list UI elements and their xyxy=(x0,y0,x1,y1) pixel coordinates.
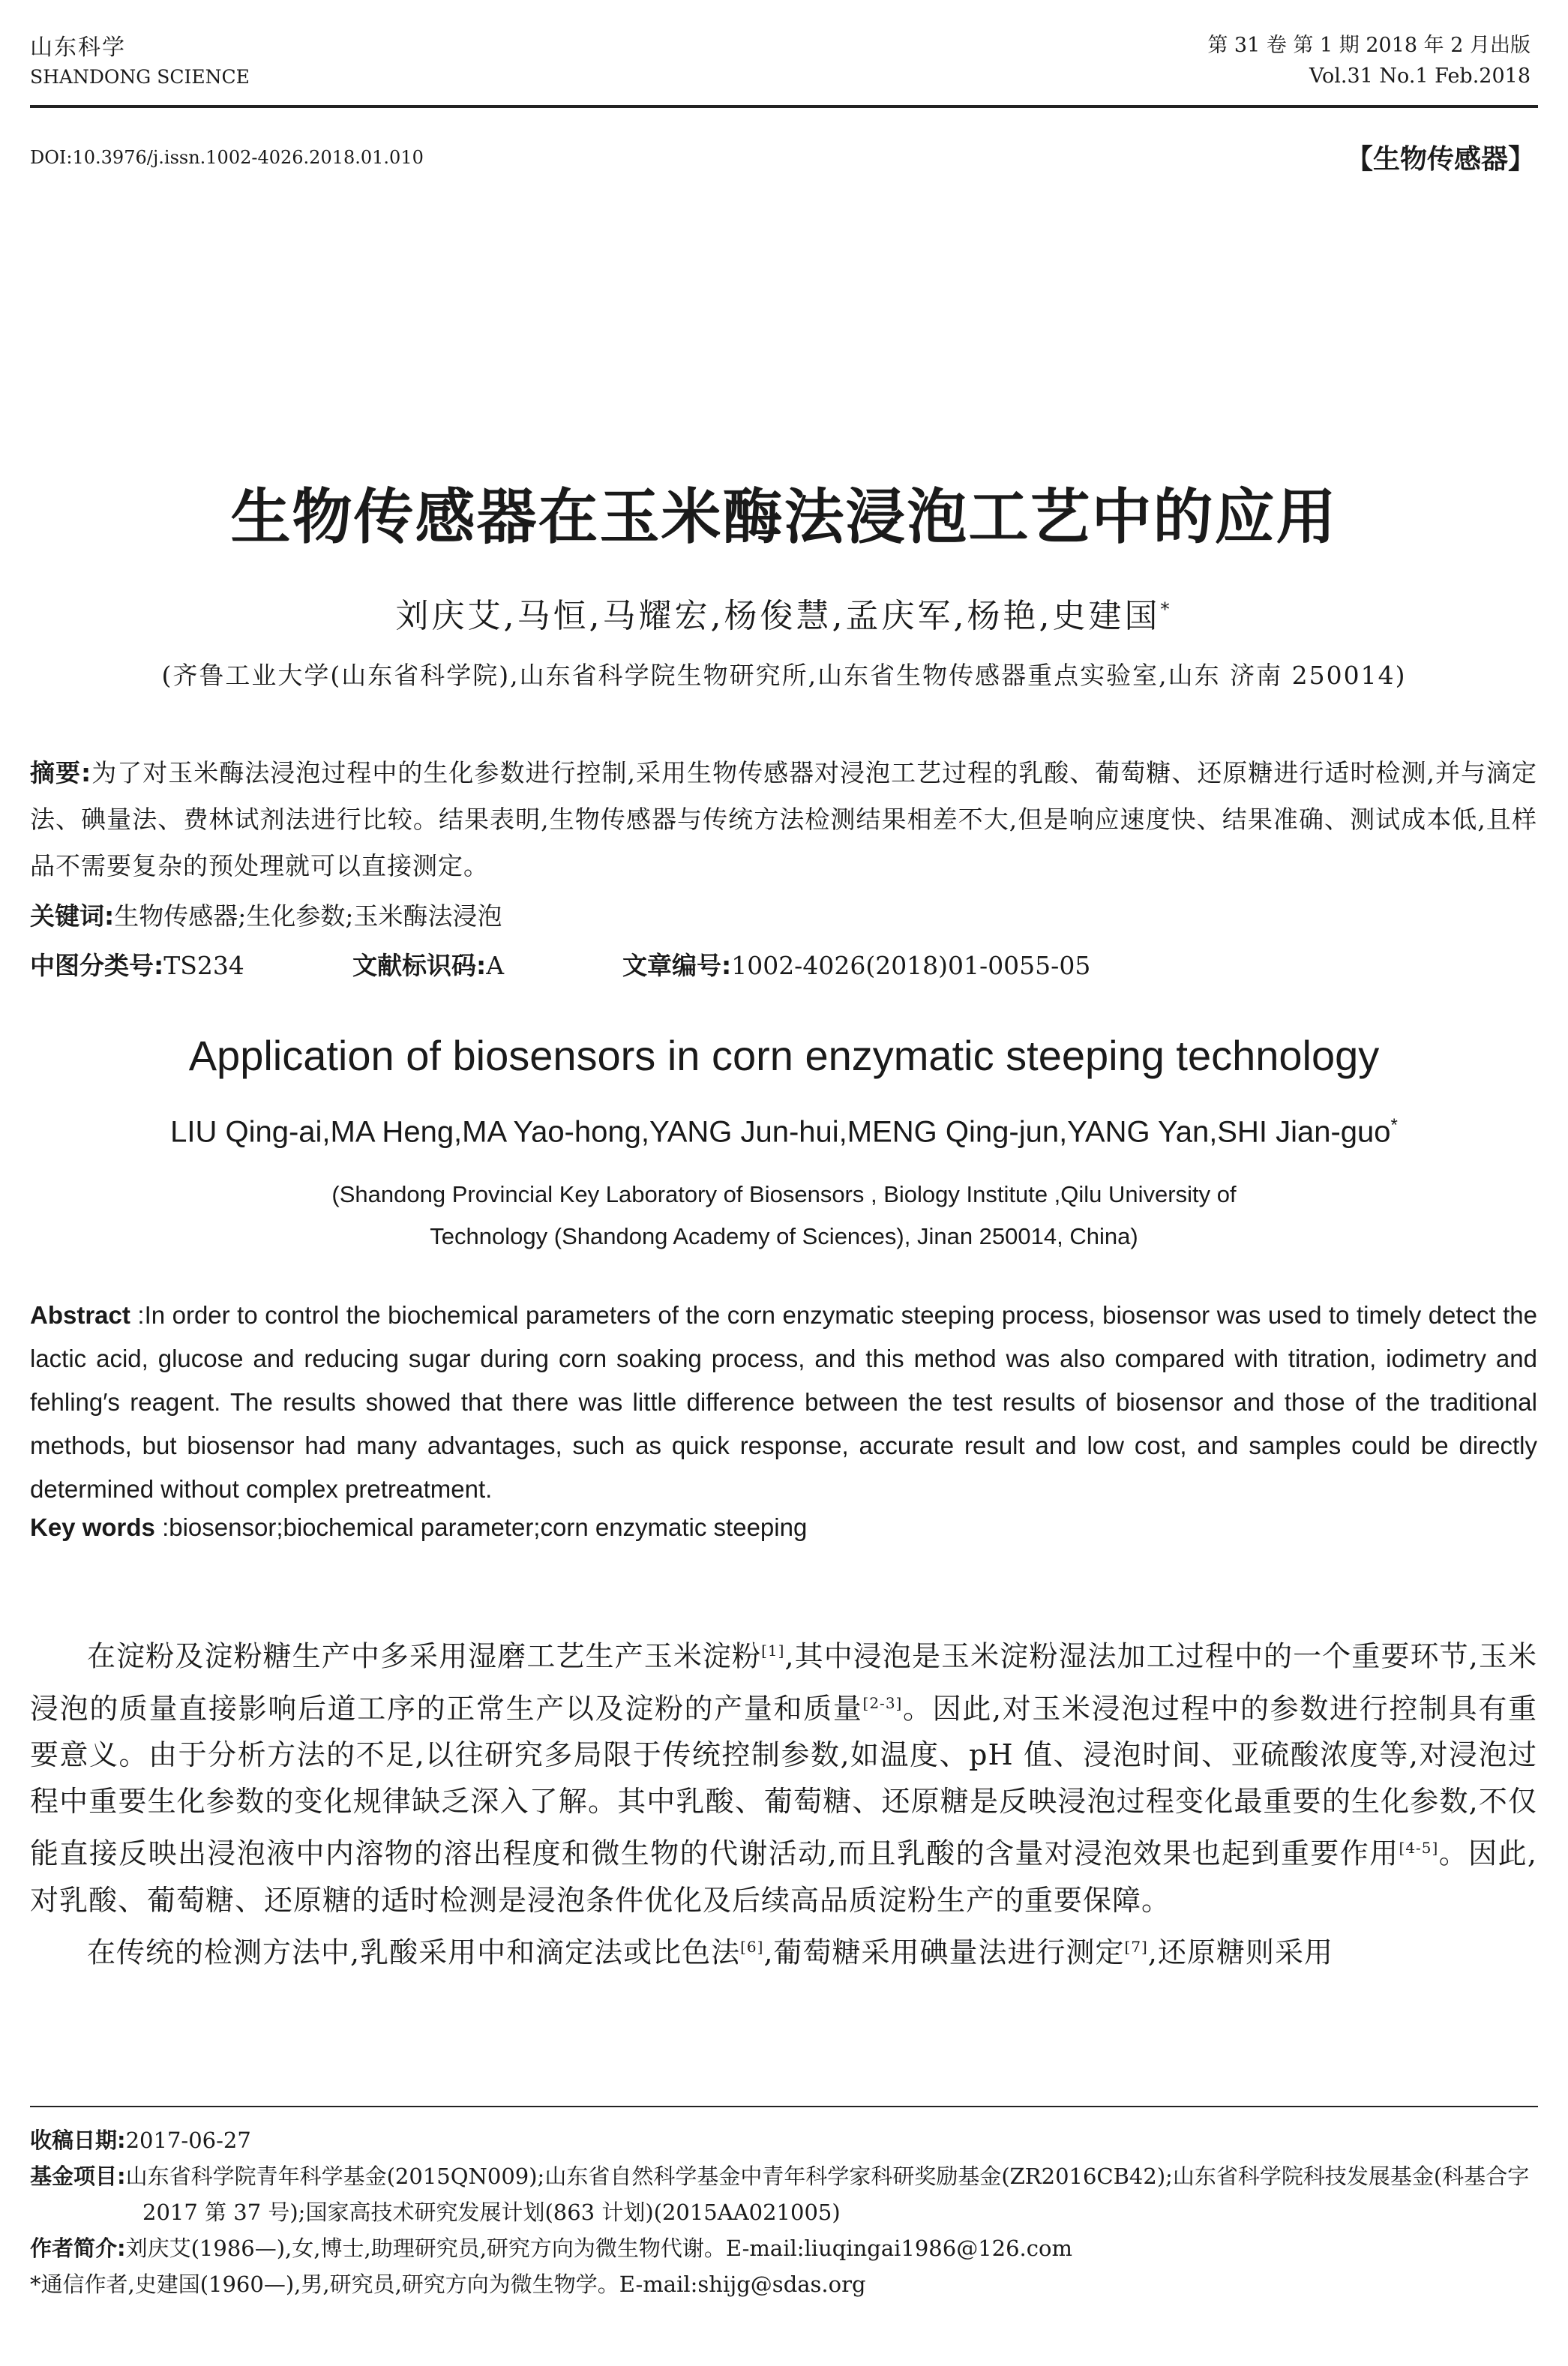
citation[interactable]: [4-5] xyxy=(1399,1839,1439,1858)
keywords-en-label: Key words xyxy=(30,1513,155,1541)
paragraph-2: 在传统的检测方法中,乳酸采用中和滴定法或比色法[6],葡萄糖采用碘量法进行测定[7],还原糖则采用 xyxy=(87,1936,1333,1969)
keywords-en-text: :biosensor;biochemical parameter;corn enzymatic steeping xyxy=(162,1513,808,1541)
abstract-cn-label: 摘要: xyxy=(30,758,92,787)
received-date: 收稿日期:2017-06-27 xyxy=(30,2128,251,2153)
author-bio: 作者简介:刘庆艾(1986—),女,博士,助理研究员,研究方向为微生物代谢。E-mail:liuqingai1986@126.com xyxy=(30,2236,1072,2261)
paper-title-cn: 生物传感器在玉米酶法浸泡工艺中的应用 xyxy=(230,481,1338,552)
citation[interactable]: [6] xyxy=(740,1937,764,1956)
citation[interactable]: [1] xyxy=(761,1642,785,1660)
journal-name-cn: 山东科学 xyxy=(30,34,126,61)
keywords-cn xyxy=(30,897,502,932)
doi[interactable]: DOI:10.3976/j.issn.1002-4026.2018.01.010 xyxy=(30,147,424,168)
keywords-en xyxy=(30,1513,807,1542)
abstract-en-text: :In order to control the biochemical parameters of the corn enzymatic steeping process, biosensor was used to timely detect the lactic acid, glucose and reducing sugar during corn soaking process, and this method was also compared with titration, iodimetry and fehling′s reagent. The results showed that there was little difference between the test results of biosensor and those of the traditional methods, but biosensor had many advantages, such as quick response, accurate result and low cost, and samples could be directly determined without complex pretreatment. xyxy=(30,1301,1537,1503)
fund-info: 基金项目:山东省科学院青年科学基金(2015QN009);山东省自然科学基金中青年科学家科研奖励基金(ZR2016CB42);山东省科学院科技发展基金(科基合字 2017 第 37 号);国家高技术研究发展计划(863 计划)(2015AA021005) xyxy=(30,2164,1530,2225)
body-text xyxy=(30,1627,1537,1976)
abstract-en-label: Abstract xyxy=(30,1301,130,1329)
corresponding-mark: * xyxy=(1160,598,1173,620)
header-rule xyxy=(30,105,1538,108)
classification-line xyxy=(30,946,1537,980)
corresponding-author: *通信作者,史建国(1960—),男,研究员,研究方向为微生物学。E-mail:shijg@sdas.org xyxy=(30,2272,866,2297)
section-label: 【生物传感器】 xyxy=(1345,143,1535,175)
article-number: 文章编号:1002-4026(2018)01-0055-05 xyxy=(622,951,1091,980)
keywords-cn-label: 关键词: xyxy=(30,901,115,931)
document-code: 文献标识码:A xyxy=(352,951,505,980)
clc-number: 中图分类号:TS234 xyxy=(30,951,244,980)
authors-cn: 刘庆艾,马恒,马耀宏,杨俊慧,孟庆军,杨艳,史建国* xyxy=(395,597,1173,635)
issue-info-cn: 第 31 卷 第 1 期 2018 年 2 月出版 xyxy=(1207,34,1531,57)
paper-title-en: Application of biosensors in corn enzymatic steeping technology xyxy=(188,1032,1380,1079)
footnotes xyxy=(30,2122,1537,2302)
citation[interactable]: [2-3] xyxy=(862,1693,903,1712)
affiliation-en: (Shandong Provincial Key Laboratory of Biosensors , Biology Institute ,Qilu University of Technology (Shandong Academy of Sciences), Jinan 250014, China) xyxy=(331,1181,1237,1249)
keywords-cn-text: 生物传感器;生化参数;玉米酶法浸泡 xyxy=(114,901,502,931)
footnote-rule xyxy=(30,2106,1538,2107)
abstract-cn-text: 为了对玉米酶法浸泡过程中的生化参数进行控制,采用生物传感器对浸泡工艺过程的乳酸、葡萄糖、还原糖进行适时检测,并与滴定法、碘量法、费林试剂法进行比较。结果表明,生物传感器与传统方法检测结果相差不大,但是响应速度快、结果准确、测试成本低,且样品不需要复杂的预处理就可以直接测定。 xyxy=(30,758,1537,880)
abstract-cn xyxy=(30,750,1537,889)
authors-en: LIU Qing-ai,MA Heng,MA Yao-hong,YANG Jun-hui,MENG Qing-jun,YANG Yan,SHI Jian-guo* xyxy=(170,1115,1398,1149)
journal-name-en: SHANDONG SCIENCE xyxy=(30,66,250,88)
abstract-en xyxy=(30,1294,1537,1511)
affiliation-cn: (齐鲁工业大学(山东省科学院),山东省科学院生物研究所,山东省生物传感器重点实验室,山东 济南 250014) xyxy=(161,661,1407,690)
paragraph-1: 在淀粉及淀粉糖生产中多采用湿磨工艺生产玉米淀粉[1],其中浸泡是玉米淀粉湿法加工过程中的一个重要环节,玉米浸泡的质量直接影响后道工序的正常生产以及淀粉的产量和质量[2-3]。因此,对玉米浸泡过程中的参数进行控制具有重要意义。由于分析方法的不足,以往研究多局限于传统控制参数,如温度、pH 值、浸泡时间、亚硫酸浓度等,对浸泡过程中重要生化参数的变化规律缺乏深入了解。其中乳酸、葡萄糖、还原糖是反映浸泡过程变化最重要的生化参数,不仅能直接反映出浸泡液中内溶物的溶出程度和微生物的代谢活动,而且乳酸的含量对浸泡效果也起到重要作用[4-5]。因此,对乳酸、葡萄糖、还原糖的适时检测是浸泡条件优化及后续高品质淀粉生产的重要保障。 xyxy=(30,1639,1537,1917)
issue-info-en: Vol.31 No.1 Feb.2018 xyxy=(1309,64,1531,88)
citation[interactable]: [7] xyxy=(1124,1937,1148,1956)
